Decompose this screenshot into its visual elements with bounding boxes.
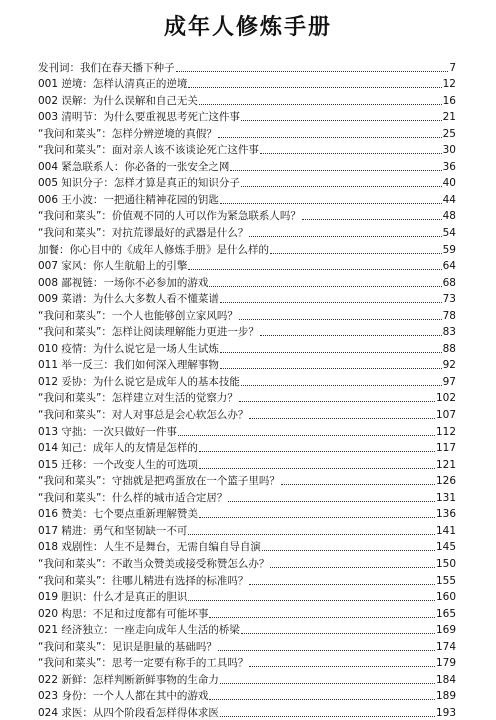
toc-entry-title: 019 胆识：什么才是真正的胆识 xyxy=(38,591,188,604)
toc-entry-page: 179 xyxy=(435,657,456,670)
toc-entry[interactable] xyxy=(38,505,456,522)
toc-entry-page: 48 xyxy=(442,210,456,223)
dot-leader xyxy=(241,385,442,386)
toc-entry-title: 015 迁移：一个改变人生的可选项 xyxy=(38,458,198,471)
dot-leader xyxy=(249,418,435,419)
toc-entry[interactable] xyxy=(38,670,456,687)
toc-entry[interactable] xyxy=(38,439,456,456)
toc-entry-title: “我问和菜头”：见识是胆量的基础吗？ xyxy=(38,640,217,653)
toc-entry[interactable] xyxy=(38,405,456,422)
dot-leader xyxy=(199,104,442,105)
dot-leader xyxy=(209,699,435,700)
toc-entry-title: 004 紧急联系人：你必备的一张安全之网 xyxy=(38,160,230,173)
toc-entry-title: 加餐：你心目中的《成年人修炼手册》是什么样的 xyxy=(38,243,269,256)
toc-entry-title: 014 知己：成年人的友情是怎样的 xyxy=(38,442,198,455)
toc-entry[interactable] xyxy=(38,488,456,505)
toc-entry[interactable] xyxy=(38,75,456,92)
toc-entry[interactable] xyxy=(38,571,456,588)
toc-entry[interactable] xyxy=(38,174,456,191)
dot-leader xyxy=(220,716,435,717)
toc-entry-page: 169 xyxy=(435,624,456,637)
toc-entry-title: 023 身份：一个人人都在其中的游戏 xyxy=(38,690,209,703)
toc-entry-title: 003 清明节：为什么要重视思考死亡这件事 xyxy=(38,111,240,124)
toc-entry[interactable] xyxy=(38,389,456,406)
dot-leader xyxy=(188,269,441,270)
toc-entry-title: 013 守拙：一次只做好一件事 xyxy=(38,425,177,438)
dot-leader xyxy=(228,501,435,502)
toc-entry-title: 018 戏剧性：人生不是舞台，无需自编自导自演 xyxy=(38,541,261,554)
toc-entry-page: 54 xyxy=(442,227,456,240)
toc-entry-page: 12 xyxy=(442,78,456,91)
toc-entry-title: 024 求医：从四个阶段看怎样得体求医 xyxy=(38,706,219,719)
toc-entry-page: 131 xyxy=(435,491,456,504)
toc-entry[interactable] xyxy=(38,703,456,720)
toc-entry[interactable] xyxy=(38,637,456,654)
dot-leader xyxy=(199,451,435,452)
toc-entry-page: 107 xyxy=(435,409,456,422)
dot-leader xyxy=(218,650,435,651)
toc-entry-page: 21 xyxy=(442,111,456,124)
dot-leader xyxy=(209,286,441,287)
toc-entry-page: 7 xyxy=(449,61,456,74)
dot-leader xyxy=(249,584,435,585)
toc-entry[interactable] xyxy=(38,257,456,274)
toc-entry[interactable] xyxy=(38,687,456,704)
toc-entry-title: 发刊词：我们在春天播下种子 xyxy=(38,61,175,74)
toc-entry-title: 020 构思：不足和过度都有可能坏事 xyxy=(38,607,209,620)
toc-entry[interactable] xyxy=(38,554,456,571)
dot-leader xyxy=(249,666,435,667)
dot-leader xyxy=(260,153,442,154)
toc-entry[interactable] xyxy=(38,58,456,75)
dot-leader xyxy=(230,170,441,171)
toc-entry[interactable] xyxy=(38,207,456,224)
dot-leader xyxy=(220,368,442,369)
toc-entry-page: 97 xyxy=(442,375,456,388)
toc-entry-title: “我问和菜头”：守拙就是把鸡蛋放在一个篮子里吗？ xyxy=(38,475,280,488)
dot-leader xyxy=(262,550,435,551)
toc-entry-page: 16 xyxy=(442,94,456,107)
toc-entry-page: 88 xyxy=(442,342,456,355)
dot-leader xyxy=(302,219,442,220)
dot-leader xyxy=(199,468,435,469)
toc-entry-page: 184 xyxy=(435,673,456,686)
toc-entry-title: “我问和菜头”：往哪儿精进有选择的标准吗？ xyxy=(38,574,249,587)
toc-entry-title: “我问和菜头”：价值观不同的人可以作为紧急联系人吗？ xyxy=(38,210,301,223)
dot-leader xyxy=(178,435,435,436)
toc-entry-title: 002 误解：为什么误解和自己无关 xyxy=(38,94,198,107)
toc-entry[interactable] xyxy=(38,141,456,158)
toc-entry-title: “我问和菜头”：对抗荒谬最好的武器是什么？ xyxy=(38,227,249,240)
toc-entry-page: 141 xyxy=(435,524,456,537)
toc-entry[interactable] xyxy=(38,521,456,538)
toc-entry-title: “我问和菜头”：怎样建立对生活的觉察力？ xyxy=(38,392,238,405)
toc-entry[interactable] xyxy=(38,621,456,638)
dot-leader xyxy=(249,236,441,237)
toc-entry-page: 155 xyxy=(435,574,456,587)
toc-entry-page: 193 xyxy=(435,706,456,719)
toc-entry[interactable] xyxy=(38,538,456,555)
dot-leader xyxy=(241,186,442,187)
toc-entry-page: 83 xyxy=(442,326,456,339)
toc-entry[interactable] xyxy=(38,124,456,141)
toc-entry[interactable] xyxy=(38,157,456,174)
toc-entry-page: 78 xyxy=(442,309,456,322)
toc-entry-title: “我问和菜头”：对人对事总是会心软怎么办？ xyxy=(38,409,249,422)
toc-entry-title: 007 家风：你人生航船上的引擎 xyxy=(38,260,188,273)
dot-leader xyxy=(270,567,435,568)
toc-entry[interactable] xyxy=(38,190,456,207)
toc-entry-page: 174 xyxy=(435,640,456,653)
toc-entry[interactable] xyxy=(38,290,456,307)
toc-entry-page: 68 xyxy=(442,276,456,289)
table-of-contents xyxy=(38,58,456,720)
toc-entry-title: 005 知识分子：怎样才算是真正的知识分子 xyxy=(38,177,240,190)
toc-entry[interactable] xyxy=(38,306,456,323)
toc-entry-page: 30 xyxy=(442,144,456,157)
toc-entry-page: 44 xyxy=(442,193,456,206)
toc-entry[interactable] xyxy=(38,240,456,257)
dot-leader xyxy=(188,534,435,535)
toc-entry-title: 016 赞美：七个要点重新理解赞美 xyxy=(38,508,198,521)
toc-entry-title: “我问和菜头”：什么样的城市适合定居？ xyxy=(38,491,228,504)
toc-entry[interactable] xyxy=(38,223,456,240)
toc-entry-page: 59 xyxy=(442,243,456,256)
dot-leader xyxy=(188,87,441,88)
toc-entry-title: “我问和菜头”：面对亲人该不该谈论死亡这件事 xyxy=(38,144,259,157)
book-title: 成年人修炼手册 xyxy=(163,14,332,40)
dot-leader xyxy=(188,600,435,601)
toc-entry-page: 165 xyxy=(435,607,456,620)
toc-entry-title: 010 疫情：为什么说它是一场人生试炼 xyxy=(38,342,219,355)
toc-entry-page: 25 xyxy=(442,127,456,140)
toc-entry-page: 145 xyxy=(435,541,456,554)
toc-entry-page: 150 xyxy=(435,557,456,570)
toc-entry-title: 008 鄙视链：一场你不必参加的游戏 xyxy=(38,276,209,289)
toc-entry[interactable] xyxy=(38,372,456,389)
toc-entry[interactable] xyxy=(38,356,456,373)
toc-entry-title: 001 逆境：怎样认清真正的逆境 xyxy=(38,78,188,91)
dot-leader xyxy=(220,352,442,353)
toc-entry-title: 011 举一反三：我们如何深入理解事物 xyxy=(38,359,219,372)
toc-entry[interactable] xyxy=(38,323,456,340)
dot-leader xyxy=(241,633,435,634)
toc-entry-page: 36 xyxy=(442,160,456,173)
dot-leader xyxy=(220,302,442,303)
dot-leader xyxy=(281,484,435,485)
toc-entry[interactable] xyxy=(38,273,456,290)
toc-entry[interactable] xyxy=(38,339,456,356)
toc-entry-page: 102 xyxy=(435,392,456,405)
dot-leader xyxy=(218,137,442,138)
dot-leader xyxy=(241,120,442,121)
toc-entry-page: 112 xyxy=(435,425,456,438)
dot-leader xyxy=(270,253,442,254)
dot-leader xyxy=(176,71,449,72)
toc-entry-page: 92 xyxy=(442,359,456,372)
toc-entry-page: 117 xyxy=(435,442,456,455)
toc-entry[interactable] xyxy=(38,422,456,439)
toc-entry-title: 012 妥协：为什么说它是成年人的基本技能 xyxy=(38,375,240,388)
toc-entry-page: 189 xyxy=(435,690,456,703)
toc-entry-title: “我问和菜头”：怎样让阅读理解能力更进一步？ xyxy=(38,326,259,339)
toc-entry[interactable] xyxy=(38,108,456,125)
toc-entry-title: 009 菜谱：为什么大多数人看不懂菜谱 xyxy=(38,293,219,306)
toc-entry[interactable] xyxy=(38,588,456,605)
toc-entry[interactable] xyxy=(38,654,456,671)
toc-entry[interactable] xyxy=(38,455,456,472)
dot-leader xyxy=(199,517,435,518)
dot-leader xyxy=(239,319,442,320)
dot-leader xyxy=(260,335,442,336)
toc-entry-page: 160 xyxy=(435,591,456,604)
toc-entry-page: 73 xyxy=(442,293,456,306)
toc-entry-title: “我问和菜头”：思考一定要有称手的工具吗？ xyxy=(38,657,249,670)
toc-entry-title: 022 新鲜：怎样判断新鲜事物的生命力 xyxy=(38,673,219,686)
toc-entry-title: 006 王小波：一把通往精神花园的钥匙 xyxy=(38,193,219,206)
toc-entry-page: 64 xyxy=(442,260,456,273)
toc-entry-title: 017 精进：勇气和坚韧缺一不可 xyxy=(38,524,188,537)
toc-entry[interactable] xyxy=(38,91,456,108)
toc-entry[interactable] xyxy=(38,604,456,621)
dot-leader xyxy=(239,401,435,402)
dot-leader xyxy=(209,617,435,618)
toc-entry[interactable] xyxy=(38,472,456,489)
toc-entry-title: “我问和菜头”：一个人也能够创立家风吗？ xyxy=(38,309,238,322)
toc-entry-page: 126 xyxy=(435,475,456,488)
dot-leader xyxy=(220,203,442,204)
toc-entry-page: 40 xyxy=(442,177,456,190)
toc-entry-title: 021 经济独立：一座走向成年人生活的桥梁 xyxy=(38,624,240,637)
toc-entry-title: “我问和菜头”：不敢当众赞美或接受称赞怎么办？ xyxy=(38,557,270,570)
toc-entry-page: 136 xyxy=(435,508,456,521)
toc-entry-page: 121 xyxy=(435,458,456,471)
toc-entry-title: “我问和菜头”：怎样分辨逆境的真假？ xyxy=(38,127,217,140)
